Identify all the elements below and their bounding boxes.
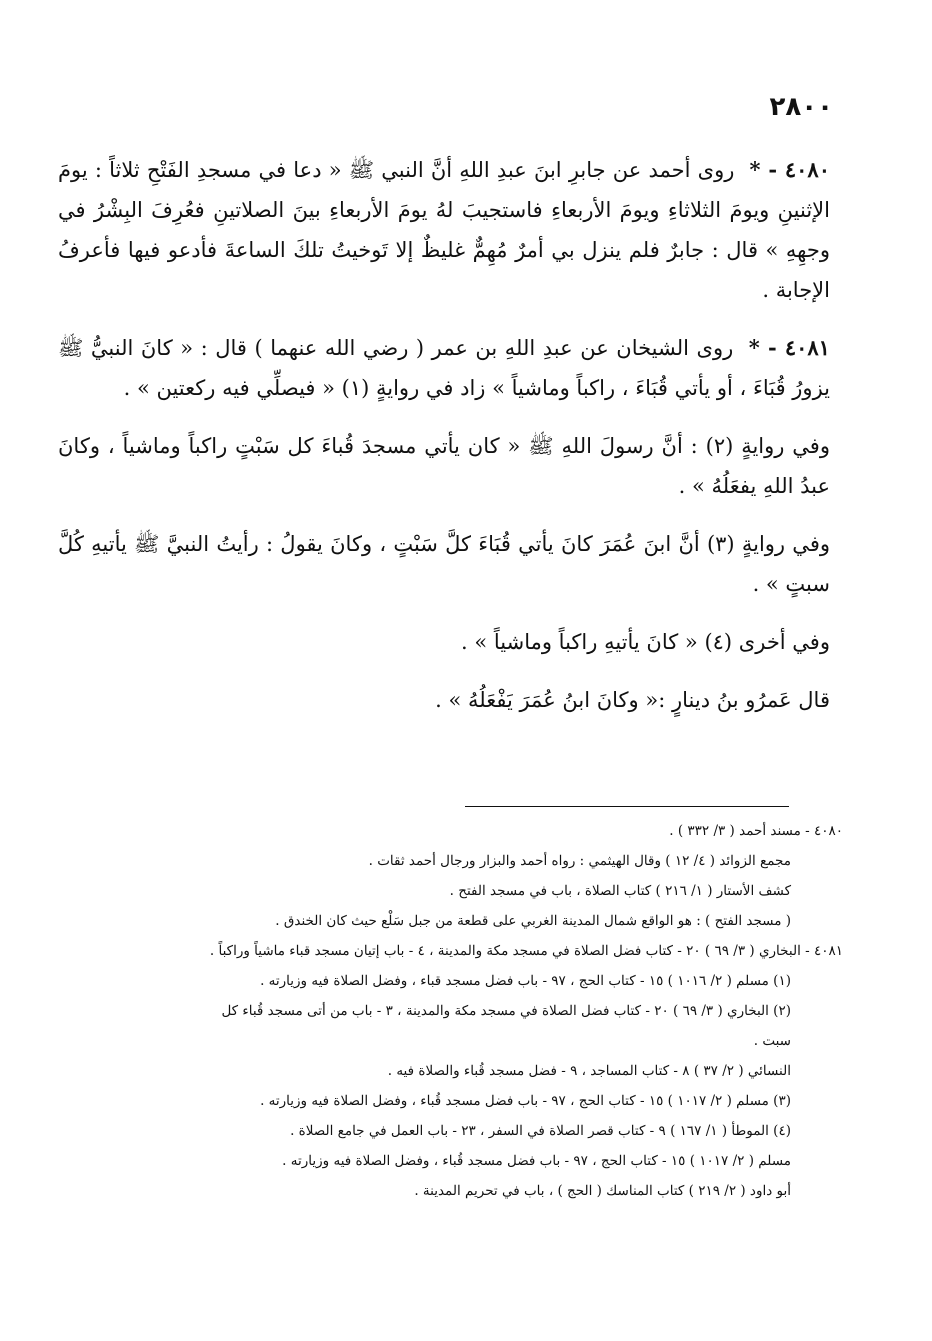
hadith-number: ٤٠٨٠ - *	[749, 157, 830, 182]
footnote-line: سبت .	[753, 1033, 791, 1049]
narration-paragraph: وفي أخرى (٤) « كانَ يأتيهِ راكباً وماشياً » .	[461, 630, 830, 654]
hadith-4080	[58, 150, 830, 310]
hadith-number: ٤٠٨١ - *	[748, 335, 830, 360]
footnote-divider	[465, 806, 789, 807]
page-number: ٢٨٠٠	[769, 92, 833, 122]
footnote-line: (١) مسلم ( ٢/ ١٠١٦ ) ١٥ - كتاب الحج ، ٩٧ - باب فضل مسجد قباء ، وفضل الصلاة فيه وزيارته .	[260, 973, 791, 989]
footnote-line: (٢) البخاري ( ٣/ ٦٩ ) ٢٠ - كتاب فضل الصلاة في مسجد مكة والمدينة ، ٣ - باب من أتى مسجد قُباء كل	[221, 1003, 791, 1019]
hadith-text: روى الشيخان عن عبدِ اللهِ بن عمر ( رضي الله عنهما ) قال : « كانَ النبيُّ ﷺ يزورُ قُبَاءَ ، أو يأتي قُبَاءَ ، راكباً وماشياً » زاد في روايةٍ (١) « فيصلِّي فيه ركعتين » .	[58, 336, 830, 400]
footnote-line: (٤) الموطأ ( ١/ ١٦٧ ) ٩ - كتاب قصر الصلاة في السفر ، ٢٣ - باب العمل في جامع الصلاة .	[290, 1123, 791, 1139]
hadith-text: روى أحمد عن جابرِ ابنَ عبدِ اللهِ أنَّ النبي ﷺ « دعا في مسجدِ الفَتْحِ ثلاثاً : يومَ الإثنينِ ويومَ الثلاثاءِ ويومَ الأربعاءِ فاستجيبَ لهُ يومَ الأربعاءِ بينَ الصلاتينِ فعُرِفَ البِشْرُ في وجهِهِ » قال : جابرٌ فلم ينزل بي أمرٌ مُهِمٌّ غليظٌ إلا تَوخيتُ تلكَ الساعةَ فأدعو فيها فأعرفُ الإجابة .	[58, 158, 830, 302]
footnotes	[58, 816, 843, 1206]
narration-paragraph: وفي روايةٍ (٢) : أنَّ رسولَ اللهِ ﷺ « كان يأتي مسجدَ قُباءَ كل سَبْتٍ راكباً وماشياً ، وكانَ عبدُ اللهِ يفعَلُهُ » .	[58, 434, 830, 498]
footnote-line: كشف الأستار ( ١/ ٢١٦ ) كتاب الصلاة ، باب في مسجد الفتح .	[449, 883, 791, 899]
footnote-line: مسلم ( ٢/ ١٠١٧ ) ١٥ - كتاب الحج ، ٩٧ - باب فضل مسجد قُباء ، وفضل الصلاة فيه وزيارته .	[282, 1153, 791, 1169]
footnote-line: (٣) مسلم ( ٢/ ١٠١٧ ) ١٥ - كتاب الحج ، ٩٧ - باب فضل مسجد قُباء ، وفضل الصلاة فيه وزيارته .	[260, 1093, 791, 1109]
hadith-4081	[58, 328, 830, 408]
footnote-line: مجمع الزوائد ( ٤/ ١٢ ) وقال الهيثمي : رواه أحمد والبزار ورجال أحمد ثقات .	[368, 853, 791, 869]
footnote-line: أبو داود ( ٢/ ٢١٩ ) كتاب المناسك ( الحج ) ، باب في تحريم المدينة .	[414, 1183, 791, 1199]
footnote-line: ٤٠٨٠ - مسند أحمد ( ٣/ ٣٣٢ ) .	[669, 823, 843, 839]
footnote-line: ( مسجد الفتح ) : هو الواقع شمال المدينة الغربي على قطعة من جبل سَلْع حيث كان الخندق .	[275, 913, 791, 929]
narration-paragraph: قال عَمرُو بنُ دينارٍ :« وكانَ ابنُ عُمَرَ يَفْعَلُهُ » .	[435, 688, 830, 712]
footnote-line: النسائي ( ٢/ ٣٧ ) ٨ - كتاب المساجد ، ٩ - فضل مسجد قُباء والصلاة فيه .	[387, 1063, 791, 1079]
main-text	[58, 150, 830, 738]
footnote-line: ٤٠٨١ - البخاري ( ٣/ ٦٩ ) ٢٠ - كتاب فضل الصلاة في مسجد مكة والمدينة ، ٤ - باب إتيان مسجد قباء ماشياً وراكباً .	[209, 943, 843, 959]
narration-paragraph: وفي روايةٍ (٣) أنَّ ابنَ عُمَرَ كانَ يأتي قُبَاءَ كلَّ سَبْتٍ ، وكانَ يقولُ : رأيتُ النبيَّ ﷺ يأتيهِ كُلَّ سبتٍ » .	[58, 532, 830, 596]
